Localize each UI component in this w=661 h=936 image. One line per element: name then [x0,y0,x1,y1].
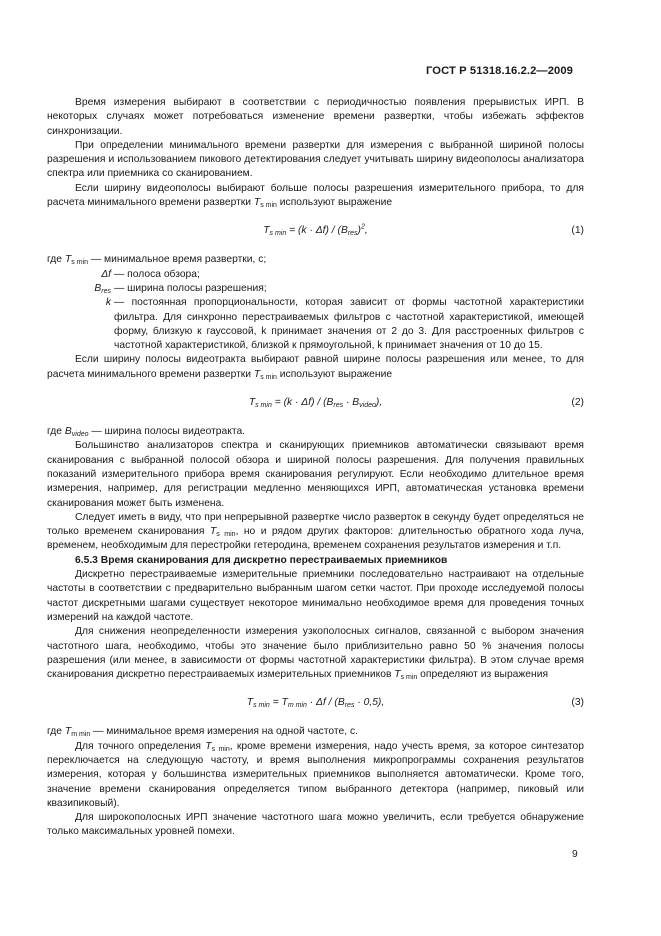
formula-2 [47,396,584,410]
paragraph-accurate-determination: Для точного определения $T_{s min}$, кроме времени измерения, надо учесть время, за которое синтезатор переключается на следующую частоту, и время выполнения микропрограммы сохранения результатов измерения, которая у большинства измерительных приемников выполняется автоматически. Кроме того, значение времени сканирования определяется типом выбранного детектора (например, пиковый или квазипиковый). [47,740,584,809]
formula-1-expression: $T_{s min} = (k \cdot \Delta f) / (B_{res})^2$, [263,223,368,238]
page-content [47,96,584,840]
paragraph-min-sweep: При определении минимального времени развертки для измерения с выбранной шириной полосы разрешения и использованием пикового детектирования следует учитывать ширину видеополосы анализатора спектра или приемника со сканированием. [47,139,584,180]
formula-2-expression: $T_{s min} = (k \cdot \Delta f) / (B_{res} \cdot B_{video})$, [248,397,383,410]
paragraph-discrete-receivers: Дискретно перестраиваемые измерительные приемники последовательно настраивают на отдельные частоты в соответствии с предварительно выбранным шагом сетки частот. При проходе исследуемой полосы частот дискретными шагами существует некоторое минимально необходимое время для проведения точных измерений на каждой частоте. [47,569,584,623]
paragraph-video-band-wide: Если ширину видеополосы выбирают больше полосы разрешения измерительного прибора, то для расчета минимального времени развертки $T_{s min}$ используют выражение [47,182,584,210]
paragraph-measurement-time: Время измерения выбирают в соответствии с периодичностью появления прерывистых ИРП. В некоторых случаях может потребоваться изменение времени развертки, чтобы избежать эффектов синхронизации. [47,97,584,137]
definition-tmmin: где $T_{m min}$ — минимальное время измерения на одной частоте, с. [47,726,358,739]
definition-t-smin: где $T_{s min}$ — минимальное время развертки, с; [47,254,267,267]
standard-header: ГОСТ Р 51318.16.2.2—2009 [425,65,573,77]
formula-3-number: (3) [571,697,584,709]
formula-1-number: (1) [571,225,584,237]
definition-k: k — постоянная пропорциональности, которая зависит от формы частотной характеристики фильтра. Для синхронно перестраиваемых фильтров с частотной характеристикой, имеющей форму, близкую к гауссовой, k принимает значения от 2 до 3. Для расстроенных фильтров с частотной характеристикой, близкой к прямоугольной, k принимает значения от 10 до 15. [105,297,584,352]
paragraph-analyzers: Большинство анализаторов спектра и сканирующих приемников автоматически связывают время сканирования с выбранной полосой обзора и шириной полосы разрешения. Для получения правильных показаний измерительного прибора время сканирования регулируют. Если необходимо длительное время измерения, например, для регистрации медленно меняющихся ИРП, автоматическая установка времени сканирования может быть изменена. [47,440,584,509]
paragraph-frequency-step: Для снижения неопределенности измерения узкополосных сигналов, связанной с выбором значения частотного шага, необходимо, чтобы это значение было приблизительно равно 50 % значения полосы разрешения (или менее, в зависимости от формы частотной характеристики фильтра). В этом случае время сканирования дискретно перестраиваемых измерительных приемников $T_{s min}$ определяют из выражения [47,626,584,682]
definition-df: Δf — полоса обзора; [101,268,200,280]
section-heading-6-5-3: 6.5.3 Время сканирования для дискретно перестраиваемых приемников [75,554,448,566]
formula-2-number: (2) [571,397,584,409]
paragraph-broadband: Для широкополосных ИРП значение частотного шага можно увеличить, если требуется обнаружение только максимальных уровней помехи. [47,812,584,838]
definitions-1 [47,253,584,353]
formula-1 [47,224,584,238]
formula-3-expression: $T_{s min} = T_{m min} \cdot \Delta f / (B_{res} \cdot 0,5)$, [246,697,385,710]
formula-3 [47,696,584,710]
paragraph-video-band-narrow: Если ширину полосы видеотракта выбирают равной ширине полосы разрешения или менее, то для расчета минимального времени развертки $T_{s min}$ используют выражение [47,354,584,381]
definition-bvideo: где $B_{video}$ — ширина полосы видеотракта. [47,426,246,439]
paragraph-continuous-sweep: Следует иметь в виду, что при непрерывной развертке число разверток в секунду будет определяться не только временем сканирования $T_{s min}$, но и рядом других факторов: длительностью обратного хода луча, временем, необходимым для перестройки гетеродина, временем сохранения результатов измерения и т.п. [47,511,584,552]
page-number: 9 [572,849,578,860]
definition-bres: $B_{res}$ — ширина полосы разрешения; [94,282,267,295]
